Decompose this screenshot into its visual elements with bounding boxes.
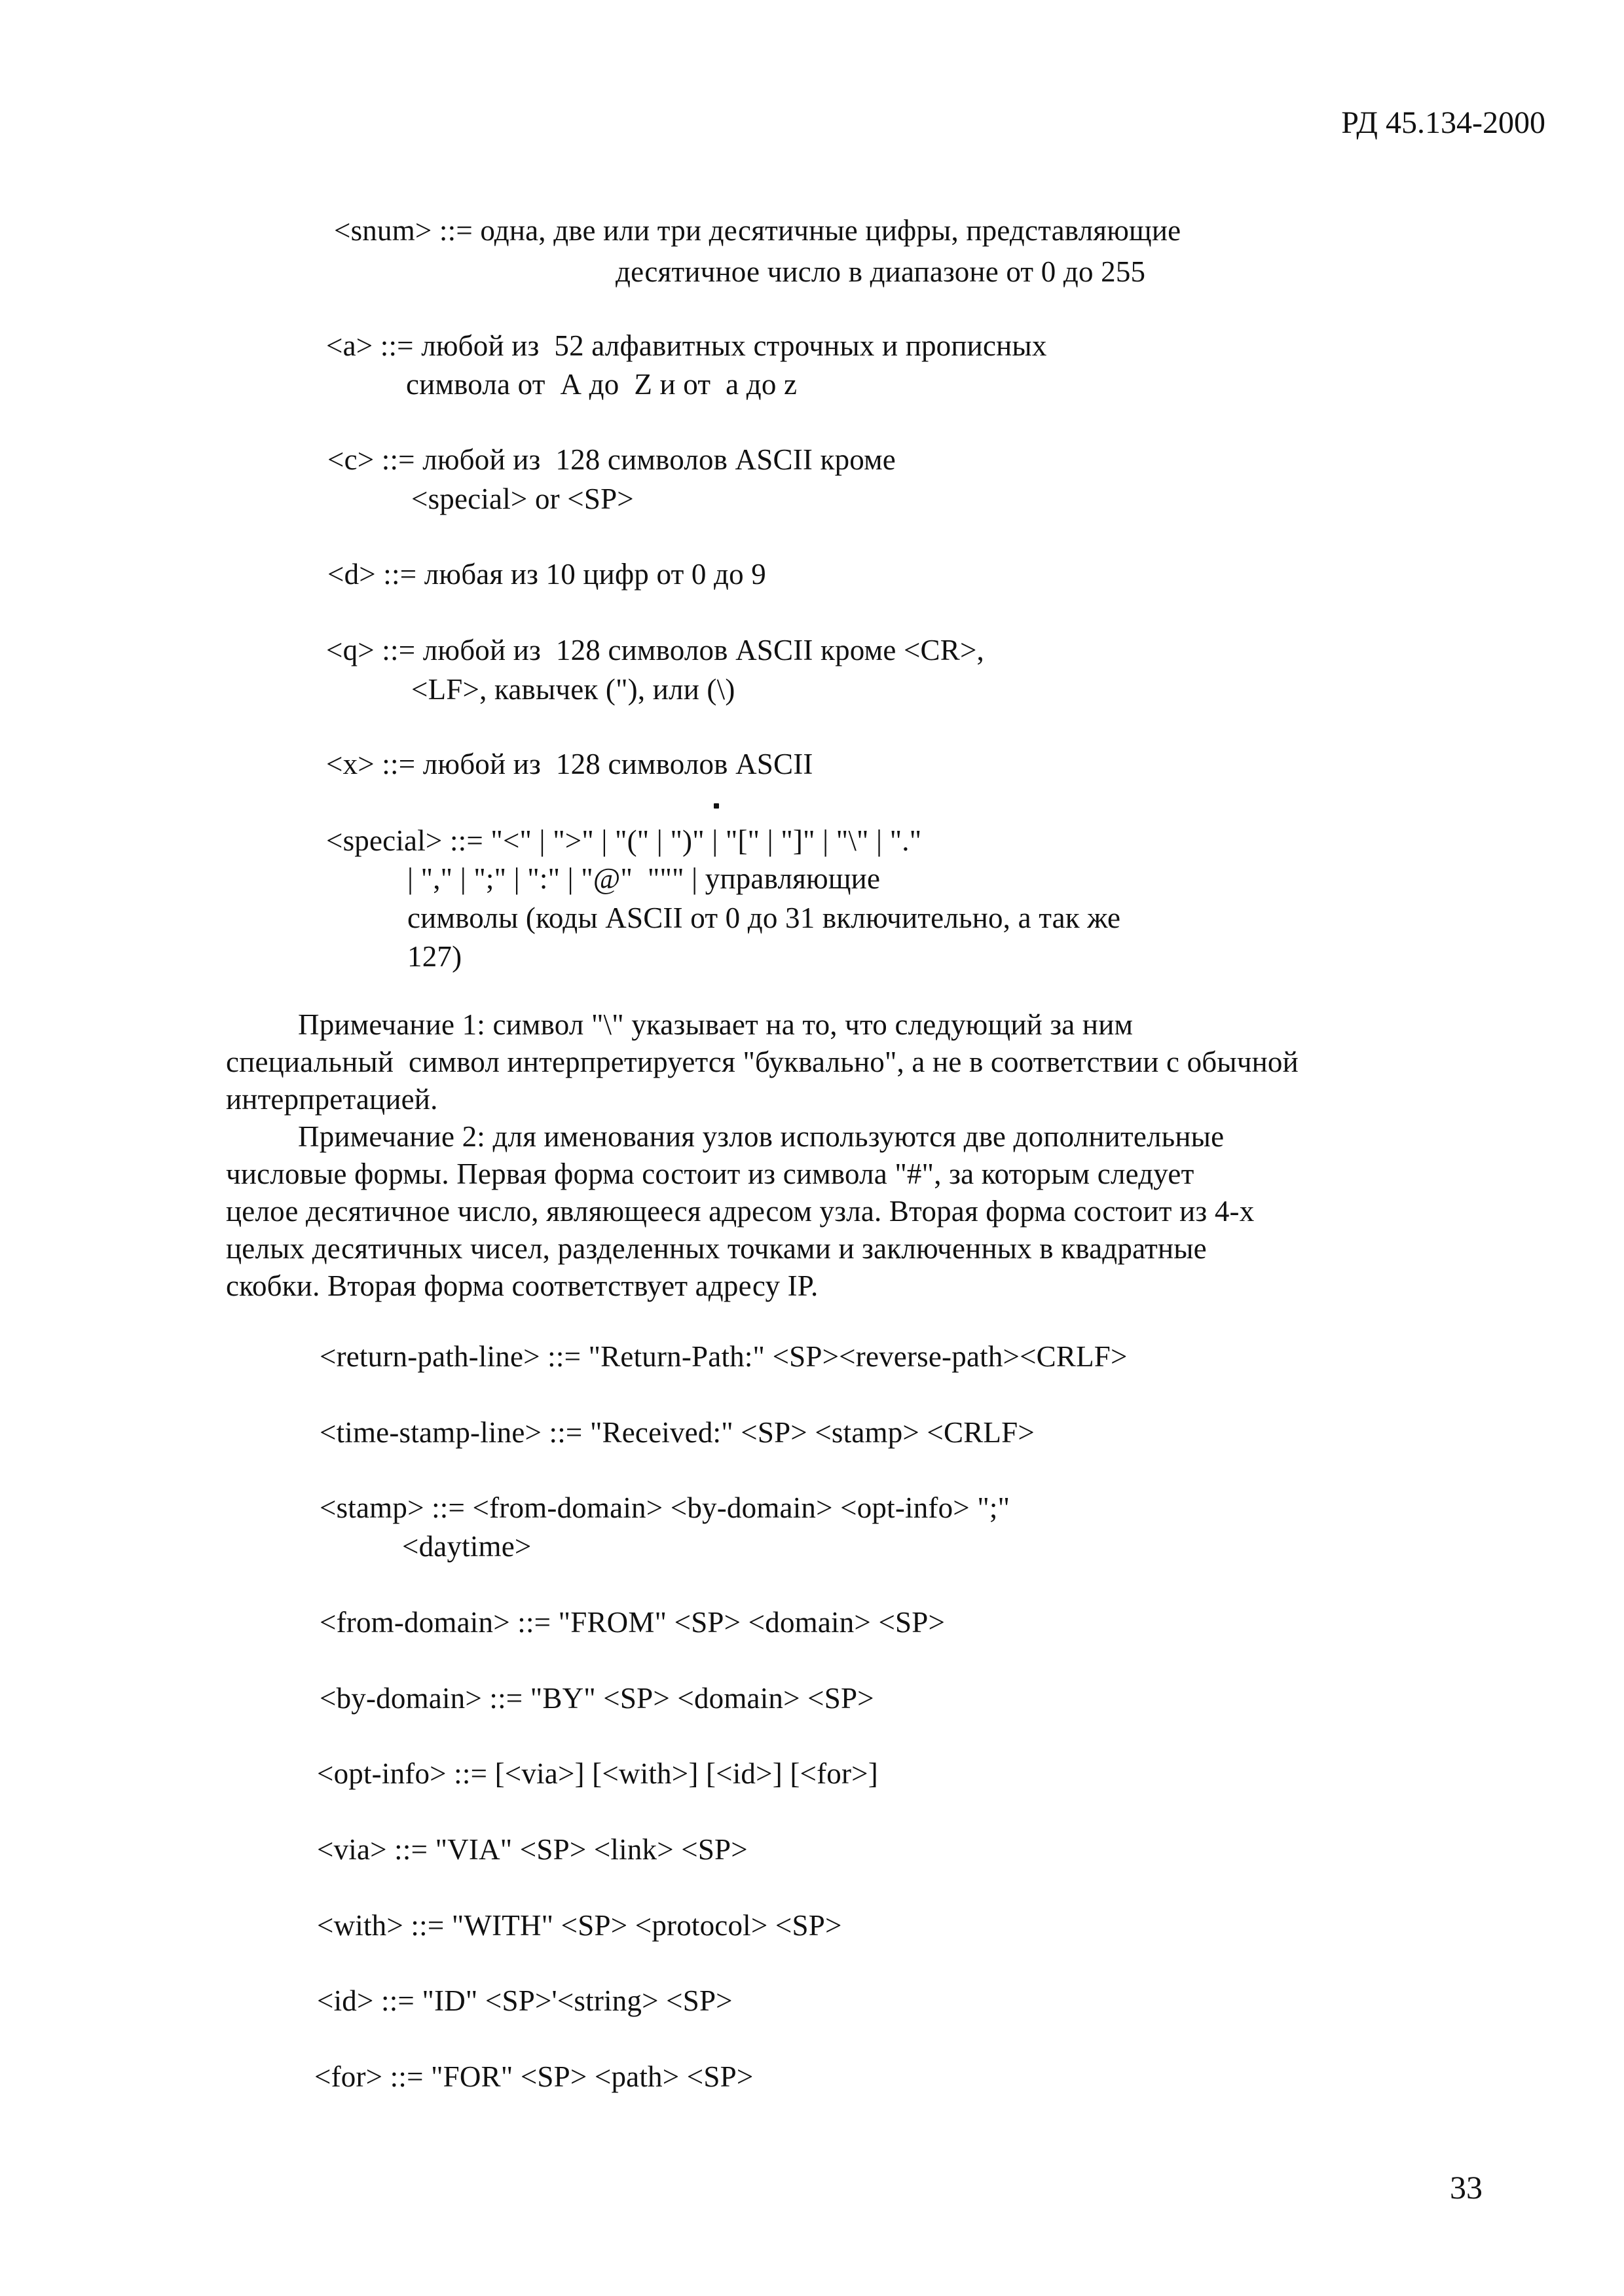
grammar-line-by-domain: <by-domain> ::= "BY" <SP> <domain> <SP>	[320, 1682, 874, 1715]
grammar-line-a: <a> ::= любой из 52 алфавитных строчных и прописных	[326, 329, 1047, 362]
grammar-line-special-cont-2: символы (коды ASCII от 0 до 31 включительно, а так же	[407, 902, 1121, 934]
scan-speck	[714, 803, 719, 809]
grammar-line-snum-cont: десятичное число в диапазоне от 0 до 255	[616, 255, 1146, 288]
grammar-line-c: <c> ::= любой из 128 символов ASCII кроме	[327, 443, 896, 476]
page-number: 33	[1450, 2169, 1483, 2206]
grammar-line-from-domain: <from-domain> ::= "FROM" <SP> <domain> <SP>	[320, 1606, 946, 1639]
grammar-line-stamp-cont: <daytime>	[402, 1530, 532, 1563]
grammar-line-opt-info: <opt-info> ::= [<via>] [<with>] [<id>] [<for>]	[317, 1757, 878, 1790]
grammar-line-a-cont: символа от А до Z и от а до z	[406, 368, 798, 401]
note-1-line-2: специальный символ интерпретируется "буквально", а не в соответствии с обычной	[226, 1046, 1299, 1078]
grammar-line-special-cont-1: | "," | ";" | ":" | "@" """ | управляющие	[407, 862, 881, 895]
grammar-line-special: <special> ::= "<" | ">" | "(" | ")" | "[" | "]" | "\" | "."	[326, 824, 922, 857]
grammar-line-id: <id> ::= "ID" <SP>'<string> <SP>	[317, 1984, 733, 2017]
grammar-line-stamp: <stamp> ::= <from-domain> <by-domain> <opt-info> ";"	[320, 1491, 1010, 1524]
note-2-line-3: целое десятичное число, являющееся адресом узла. Вторая форма состоит из 4-х	[226, 1195, 1255, 1228]
note-2-line-1: Примечание 2: для именования узлов используются две дополнительные	[298, 1120, 1225, 1153]
note-1-line-1: Примечание 1: символ "\" указывает на то, что следующий за ним	[298, 1008, 1134, 1041]
grammar-line-d: <d> ::= любая из 10 цифр от 0 до 9	[327, 558, 766, 591]
note-2-line-2: числовые формы. Первая форма состоит из символа "#", за которым следует	[226, 1157, 1194, 1190]
grammar-line-snum: <snum> ::= одна, две или три десятичные цифры, представляющие	[334, 214, 1181, 247]
grammar-line-special-cont-3: 127)	[407, 940, 462, 973]
grammar-line-c-cont: <special> or <SP>	[411, 483, 634, 515]
grammar-line-via: <via> ::= "VIA" <SP> <link> <SP>	[317, 1833, 748, 1866]
note-2-line-5: скобки. Вторая форма соответствует адресу IP.	[226, 1269, 819, 1302]
note-1-line-3: интерпретацией.	[226, 1083, 438, 1116]
grammar-line-return-path: <return-path-line> ::= "Return-Path:" <SP><reverse-path><CRLF>	[320, 1340, 1128, 1373]
grammar-line-for: <for> ::= "FOR" <SP> <path> <SP>	[314, 2060, 754, 2093]
note-2-line-4: целых десятичных чисел, разделенных точками и заключенных в квадратные	[226, 1232, 1207, 1265]
grammar-line-q: <q> ::= любой из 128 символов ASCII кроме <CR>,	[326, 634, 984, 666]
grammar-line-q-cont: <LF>, кавычек ("), или (\)	[411, 673, 735, 706]
grammar-line-x: <x> ::= любой из 128 символов ASCII	[326, 748, 813, 780]
grammar-line-with: <with> ::= "WITH" <SP> <protocol> <SP>	[317, 1909, 842, 1942]
document-code-header: РД 45.134-2000	[1341, 105, 1545, 140]
grammar-line-time-stamp: <time-stamp-line> ::= "Received:" <SP> <stamp> <CRLF>	[320, 1416, 1035, 1449]
